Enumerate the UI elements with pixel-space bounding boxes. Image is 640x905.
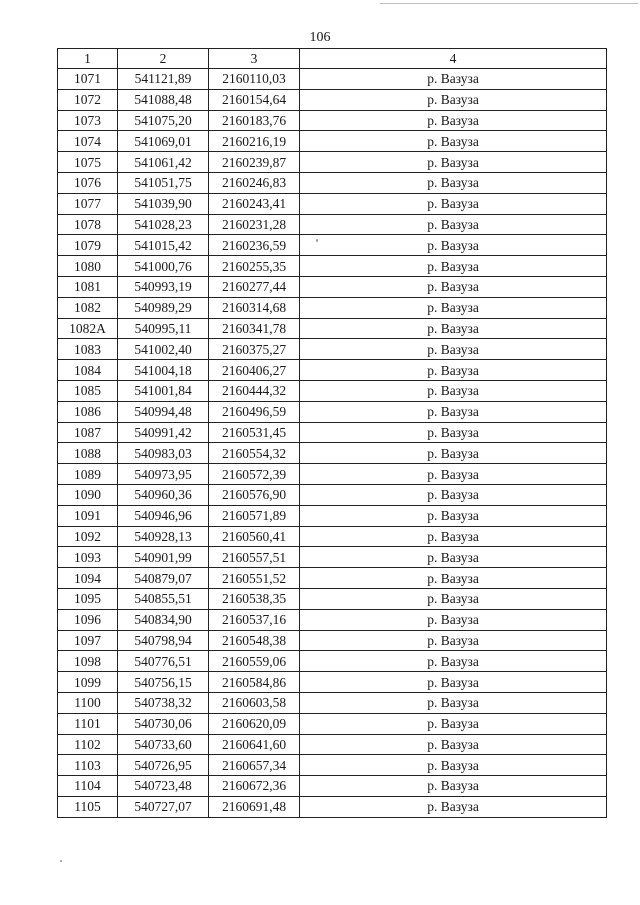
point-number-cell: 1094 [58,568,118,589]
description-cell: р. Вазуза [300,443,607,464]
table-row [58,588,607,609]
description-cell: р. Вазуза [300,692,607,713]
y-coordinate-cell: 2160246,83 [209,172,300,193]
y-coordinate-cell: 2160444,32 [209,380,300,401]
x-coordinate-cell: 540928,13 [118,526,209,547]
table-row [58,422,607,443]
table-row [58,235,607,256]
point-number-cell: 1104 [58,776,118,797]
y-coordinate-cell: 2160236,59 [209,235,300,256]
y-coordinate-cell: 2160406,27 [209,360,300,381]
point-number-cell: 1098 [58,651,118,672]
y-coordinate-cell: 2160239,87 [209,152,300,173]
point-number-cell: 1072 [58,89,118,110]
description-cell: р. Вазуза [300,505,607,526]
point-number-cell: 1099 [58,672,118,693]
x-coordinate-cell: 541004,18 [118,360,209,381]
x-coordinate-cell: 540776,51 [118,651,209,672]
y-coordinate-cell: 2160603,58 [209,692,300,713]
point-number-cell: 1103 [58,755,118,776]
y-coordinate-cell: 2160551,52 [209,568,300,589]
x-coordinate-cell: 541002,40 [118,339,209,360]
point-number-cell: 1091 [58,505,118,526]
description-cell: р. Вазуза [300,360,607,381]
x-coordinate-cell: 540989,29 [118,297,209,318]
description-cell: р. Вазуза [300,235,607,256]
y-coordinate-cell: 2160560,41 [209,526,300,547]
y-coordinate-cell: 2160576,90 [209,484,300,505]
x-coordinate-cell: 541039,90 [118,193,209,214]
y-coordinate-cell: 2160657,34 [209,755,300,776]
table-row [58,443,607,464]
description-cell: р. Вазуза [300,713,607,734]
y-coordinate-cell: 2160554,32 [209,443,300,464]
table-row [58,152,607,173]
y-coordinate-cell: 2160538,35 [209,588,300,609]
table-row [58,609,607,630]
y-coordinate-cell: 2160496,59 [209,401,300,422]
x-coordinate-cell: 541051,75 [118,172,209,193]
description-cell: р. Вазуза [300,776,607,797]
table-body [58,69,607,818]
description-cell: р. Вазуза [300,734,607,755]
x-coordinate-cell: 540993,19 [118,276,209,297]
description-cell: р. Вазуза [300,193,607,214]
table-row [58,276,607,297]
y-coordinate-cell: 2160243,41 [209,193,300,214]
description-cell: р. Вазуза [300,630,607,651]
table-row [58,526,607,547]
y-coordinate-cell: 2160584,86 [209,672,300,693]
point-number-cell: 1084 [58,360,118,381]
x-coordinate-cell: 541061,42 [118,152,209,173]
description-cell: р. Вазуза [300,609,607,630]
point-number-cell: 1081 [58,276,118,297]
y-coordinate-cell: 2160548,38 [209,630,300,651]
x-coordinate-cell: 540901,99 [118,547,209,568]
point-number-cell: 1100 [58,692,118,713]
point-number-cell: 1078 [58,214,118,235]
point-number-cell: 1095 [58,588,118,609]
description-cell: р. Вазуза [300,152,607,173]
table-row [58,484,607,505]
point-number-cell: 1074 [58,131,118,152]
table-row [58,318,607,339]
y-coordinate-cell: 2160216,19 [209,131,300,152]
point-number-cell: 1093 [58,547,118,568]
x-coordinate-cell: 540756,15 [118,672,209,693]
y-coordinate-cell: 2160641,60 [209,734,300,755]
y-coordinate-cell: 2160537,16 [209,609,300,630]
y-coordinate-cell: 2160620,09 [209,713,300,734]
table-row [58,110,607,131]
table-row [58,568,607,589]
table-row [58,401,607,422]
table-row [58,297,607,318]
y-coordinate-cell: 2160557,51 [209,547,300,568]
table-row [58,692,607,713]
description-cell: р. Вазуза [300,796,607,817]
x-coordinate-cell: 540994,48 [118,401,209,422]
point-number-cell: 1075 [58,152,118,173]
description-cell: р. Вазуза [300,526,607,547]
table-row [58,89,607,110]
x-coordinate-cell: 540995,11 [118,318,209,339]
description-cell: р. Вазуза [300,464,607,485]
point-number-cell: 1101 [58,713,118,734]
x-coordinate-cell: 540983,03 [118,443,209,464]
description-cell: р. Вазуза [300,380,607,401]
y-coordinate-cell: 2160110,03 [209,69,300,90]
x-coordinate-cell: 540855,51 [118,588,209,609]
point-number-cell: 1102 [58,734,118,755]
table-row [58,796,607,817]
y-coordinate-cell: 2160341,78 [209,318,300,339]
point-number-cell: 1087 [58,422,118,443]
y-coordinate-cell: 2160183,76 [209,110,300,131]
description-cell: р. Вазуза [300,547,607,568]
x-coordinate-cell: 541121,89 [118,69,209,90]
point-number-cell: 1086 [58,401,118,422]
table-row [58,256,607,277]
header-row [58,49,607,69]
point-number-cell: 1076 [58,172,118,193]
description-cell: р. Вазуза [300,755,607,776]
description-cell: р. Вазуза [300,568,607,589]
point-number-cell: 1082A [58,318,118,339]
description-cell: р. Вазуза [300,172,607,193]
x-coordinate-cell: 540834,90 [118,609,209,630]
point-number-cell: 1089 [58,464,118,485]
table-row [58,672,607,693]
description-cell: р. Вазуза [300,672,607,693]
table-row [58,464,607,485]
x-coordinate-cell: 541000,76 [118,256,209,277]
description-cell: р. Вазуза [300,110,607,131]
y-coordinate-cell: 2160691,48 [209,796,300,817]
x-coordinate-cell: 541075,20 [118,110,209,131]
scan-artifact-line [380,3,638,4]
page-number: 106 [309,30,331,45]
description-cell: р. Вазуза [300,69,607,90]
point-number-cell: 1105 [58,796,118,817]
y-coordinate-cell: 2160314,68 [209,297,300,318]
table-row [58,651,607,672]
x-coordinate-cell: 540726,95 [118,755,209,776]
table-row [58,69,607,90]
point-number-cell: 1083 [58,339,118,360]
x-coordinate-cell: 540991,42 [118,422,209,443]
x-coordinate-cell: 541028,23 [118,214,209,235]
table-row [58,776,607,797]
table-row [58,547,607,568]
description-cell: р. Вазуза [300,401,607,422]
description-cell: р. Вазуза [300,89,607,110]
y-coordinate-cell: 2160559,06 [209,651,300,672]
point-number-cell: 1077 [58,193,118,214]
point-number-cell: 1071 [58,69,118,90]
x-coordinate-cell: 540723,48 [118,776,209,797]
y-coordinate-cell: 2160572,39 [209,464,300,485]
table-header [58,49,607,69]
scan-artifact-speck [60,860,62,862]
x-coordinate-cell: 540946,96 [118,505,209,526]
table-row [58,193,607,214]
x-coordinate-cell: 540727,07 [118,796,209,817]
point-number-cell: 1088 [58,443,118,464]
description-cell: р. Вазуза [300,651,607,672]
x-coordinate-cell: 540973,95 [118,464,209,485]
description-cell: р. Вазуза [300,422,607,443]
point-number-cell: 1080 [58,256,118,277]
header-col-4: 4 [300,49,607,69]
point-number-cell: 1082 [58,297,118,318]
header-col-2: 2 [118,49,209,69]
description-cell: р. Вазуза [300,339,607,360]
table-row [58,214,607,235]
x-coordinate-cell: 541088,48 [118,89,209,110]
point-number-cell: 1092 [58,526,118,547]
table-row [58,172,607,193]
x-coordinate-cell: 541001,84 [118,380,209,401]
table-row [58,713,607,734]
y-coordinate-cell: 2160231,28 [209,214,300,235]
table-row [58,734,607,755]
x-coordinate-cell: 540879,07 [118,568,209,589]
x-coordinate-cell: 541069,01 [118,131,209,152]
point-number-cell: 1085 [58,380,118,401]
point-number-cell: 1097 [58,630,118,651]
description-cell: р. Вазуза [300,318,607,339]
coordinates-table [57,48,607,818]
x-coordinate-cell: 540738,32 [118,692,209,713]
table-row [58,630,607,651]
description-cell: р. Вазуза [300,276,607,297]
y-coordinate-cell: 2160255,35 [209,256,300,277]
x-coordinate-cell: 540730,06 [118,713,209,734]
y-coordinate-cell: 2160277,44 [209,276,300,297]
point-number-cell: 1079 [58,235,118,256]
description-cell: р. Вазуза [300,484,607,505]
table-row [58,131,607,152]
table-row [58,505,607,526]
description-cell: р. Вазуза [300,214,607,235]
x-coordinate-cell: 540733,60 [118,734,209,755]
description-cell: р. Вазуза [300,256,607,277]
table-row [58,360,607,381]
y-coordinate-cell: 2160375,27 [209,339,300,360]
x-coordinate-cell: 541015,42 [118,235,209,256]
description-cell: р. Вазуза [300,297,607,318]
x-coordinate-cell: 540798,94 [118,630,209,651]
y-coordinate-cell: 2160672,36 [209,776,300,797]
description-cell: р. Вазуза [300,131,607,152]
description-cell: р. Вазуза [300,588,607,609]
point-number-cell: 1096 [58,609,118,630]
x-coordinate-cell: 540960,36 [118,484,209,505]
header-col-3: 3 [209,49,300,69]
point-number-cell: 1073 [58,110,118,131]
header-col-1: 1 [58,49,118,69]
y-coordinate-cell: 2160571,89 [209,505,300,526]
y-coordinate-cell: 2160154,64 [209,89,300,110]
y-coordinate-cell: 2160531,45 [209,422,300,443]
scan-artifact-speck [316,239,318,242]
table-row [58,755,607,776]
table-row [58,380,607,401]
point-number-cell: 1090 [58,484,118,505]
table-row [58,339,607,360]
